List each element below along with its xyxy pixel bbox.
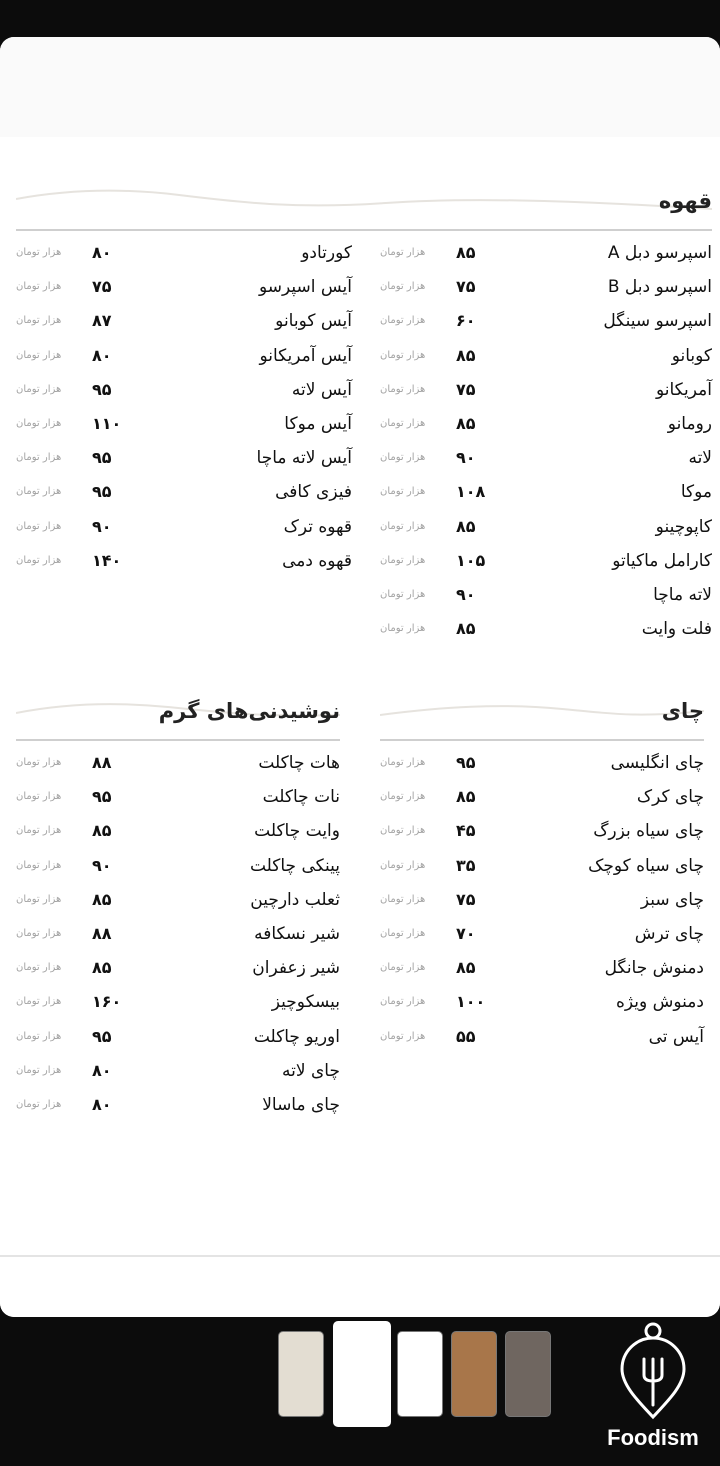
item-name: اسپرسو دبل A <box>607 243 712 263</box>
brand-logo[interactable] <box>598 1319 708 1459</box>
decorative-swash <box>380 697 704 727</box>
item-price: ۱۴۰ <box>92 550 122 570</box>
price-unit: هزار تومان <box>16 927 62 939</box>
price-unit: هزار تومان <box>380 486 426 498</box>
item-price: ۷۵ <box>456 379 476 399</box>
price-unit: هزار تومان <box>380 893 426 905</box>
section-divider <box>16 739 340 741</box>
item-price: ۱۰۰ <box>456 992 486 1012</box>
price-unit: هزار تومان <box>16 1030 62 1042</box>
item-price: ۸۵ <box>456 413 476 433</box>
price-unit: هزار تومان <box>16 962 62 974</box>
menu-item <box>16 988 340 1022</box>
item-name: ثعلب دارچین <box>250 889 340 910</box>
section-header <box>16 697 340 737</box>
item-name: آیس تی <box>648 1026 704 1047</box>
item-name: شیر زعفران <box>252 958 340 979</box>
price-unit: هزار تومان <box>16 383 62 395</box>
menu-item <box>380 581 712 615</box>
viewer-footer <box>0 1255 720 1317</box>
section-hot-drinks <box>16 697 340 1125</box>
section-divider <box>380 739 704 741</box>
price-unit: هزار تومان <box>16 281 62 293</box>
item-price: ۳۵ <box>456 855 476 875</box>
item-name: پینکی چاکلت <box>249 855 340 876</box>
item-price: ۱۰۸ <box>456 482 486 502</box>
gallery-thumbnail[interactable] <box>505 1331 551 1417</box>
menu-item <box>380 817 704 851</box>
item-name: شیر نسکافه <box>254 923 340 944</box>
price-unit: هزار تومان <box>380 520 426 532</box>
menu-item <box>16 817 340 851</box>
item-name: فلت وایت <box>641 619 712 640</box>
item-price: ۸۵ <box>456 619 476 639</box>
price-unit: هزار تومان <box>16 486 62 498</box>
item-name: چای انگلیسی <box>610 753 704 773</box>
price-unit: هزار تومان <box>380 757 426 768</box>
item-price: ۴۵ <box>456 821 476 841</box>
item-price: ۹۰ <box>92 516 112 536</box>
price-unit: هزار تومان <box>380 927 426 939</box>
menu-item <box>380 342 712 376</box>
item-price: ۹۰ <box>456 584 476 604</box>
item-name: لاته <box>688 448 712 469</box>
item-price: ۷۵ <box>456 889 476 909</box>
item-price: ۸۵ <box>456 516 476 536</box>
item-name: اسپرسو سینگل <box>603 311 712 332</box>
menu-viewer <box>0 37 720 1317</box>
menu-item <box>380 410 712 444</box>
price-unit: هزار تومان <box>380 349 426 361</box>
price-unit: هزار تومان <box>16 1064 62 1076</box>
menu-item <box>16 342 352 376</box>
item-name: آیس اسپرسو <box>258 277 352 298</box>
item-name: فیزی کافی <box>275 482 352 503</box>
item-price: ۸۵ <box>92 821 112 841</box>
price-unit: هزار تومان <box>380 417 426 429</box>
menu-item <box>16 1091 340 1125</box>
section-coffee <box>16 187 712 659</box>
menu-item <box>16 478 352 512</box>
tea-list <box>380 749 704 1057</box>
menu-item <box>16 783 340 817</box>
menu-item <box>16 886 340 920</box>
menu-item <box>380 886 704 920</box>
item-name: لاته ماچا <box>653 584 712 605</box>
item-price: ۸۰ <box>92 243 112 262</box>
item-name: نات چاکلت <box>262 787 340 808</box>
menu-item <box>16 444 352 478</box>
price-unit: هزار تومان <box>380 452 426 464</box>
item-name: موکا <box>680 482 712 503</box>
item-name: بیسکوچیز <box>271 992 340 1013</box>
price-unit: هزار تومان <box>380 996 426 1008</box>
item-price: ۸۵ <box>456 243 476 262</box>
price-unit: هزار تومان <box>380 825 426 837</box>
menu-item <box>380 988 704 1022</box>
menu-item <box>380 954 704 988</box>
price-unit: هزار تومان <box>16 893 62 905</box>
hot-drinks-list <box>16 749 340 1125</box>
price-unit: هزار تومان <box>16 1098 62 1110</box>
item-name: رومانو <box>667 413 712 434</box>
price-unit: هزار تومان <box>380 1030 426 1042</box>
item-name: آیس موکا <box>284 413 352 434</box>
item-name: کوبانو <box>671 345 712 366</box>
menu-item <box>16 410 352 444</box>
item-name: دمنوش جانگل <box>604 958 704 979</box>
price-unit: هزار تومان <box>380 247 426 258</box>
menu-item <box>380 783 704 817</box>
menu-item <box>380 444 712 478</box>
item-price: ۷۵ <box>92 277 112 297</box>
menu-item <box>16 1057 340 1091</box>
item-price: ۷۰ <box>456 923 476 943</box>
item-price: ۹۵ <box>456 753 476 772</box>
item-name: آیس لاته <box>291 379 352 400</box>
menu-item <box>16 547 352 581</box>
item-price: ۸۰ <box>92 1094 112 1114</box>
item-price: ۷۵ <box>456 277 476 297</box>
item-price: ۵۵ <box>456 1026 476 1046</box>
menu-item <box>380 920 704 954</box>
item-name: آیس آمریکانو <box>259 345 352 366</box>
item-price: ۱۰۵ <box>456 550 486 570</box>
item-price: ۸۵ <box>92 889 112 909</box>
menu-item <box>16 954 340 988</box>
item-name: قهوه ترک <box>283 516 352 537</box>
section-tea <box>380 697 704 1057</box>
item-name: کاپوچینو <box>655 516 712 537</box>
item-price: ۸۰ <box>92 1060 112 1080</box>
item-price: ۹۵ <box>92 379 112 399</box>
price-unit: هزار تومان <box>380 859 426 871</box>
price-unit: هزار تومان <box>380 281 426 293</box>
section-title: قهوه <box>658 189 712 213</box>
item-name: چای ماسالا <box>262 1094 340 1115</box>
item-name: قهوه دمی <box>282 550 352 571</box>
price-unit: هزار تومان <box>380 383 426 395</box>
item-price: ۹۰ <box>92 855 112 875</box>
price-unit: هزار تومان <box>16 452 62 464</box>
price-unit: هزار تومان <box>380 315 426 327</box>
price-unit: هزار تومان <box>16 349 62 361</box>
menu-item <box>380 1023 704 1057</box>
gallery-thumbnail[interactable] <box>397 1331 443 1417</box>
price-unit: هزار تومان <box>16 859 62 871</box>
menu-item <box>16 920 340 954</box>
item-price: ۸۵ <box>456 958 476 978</box>
fork-pin-icon <box>598 1319 708 1423</box>
price-unit: هزار تومان <box>380 588 426 600</box>
price-unit: هزار تومان <box>16 757 62 768</box>
menu-item <box>16 749 340 783</box>
menu-item <box>380 513 712 547</box>
menu-item <box>380 749 704 783</box>
item-price: ۹۵ <box>92 1026 112 1046</box>
price-unit: هزار تومان <box>380 554 426 566</box>
coffee-column-right <box>380 239 712 649</box>
menu-item <box>16 273 352 307</box>
price-unit: هزار تومان <box>16 315 62 327</box>
menu-item <box>380 376 712 410</box>
item-price: ۸۵ <box>92 958 112 978</box>
item-price: ۱۱۰ <box>92 413 122 433</box>
section-header <box>380 697 704 737</box>
gallery-thumbnail[interactable] <box>451 1331 497 1417</box>
item-price: ۸۵ <box>456 787 476 807</box>
price-unit: هزار تومان <box>16 247 62 258</box>
price-unit: هزار تومان <box>380 962 426 974</box>
item-price: ۹۵ <box>92 448 112 468</box>
price-unit: هزار تومان <box>16 554 62 566</box>
item-name: چای سیاه کوچک <box>588 855 704 876</box>
section-divider <box>16 229 712 231</box>
menu-item <box>16 852 340 886</box>
price-unit: هزار تومان <box>380 791 426 803</box>
item-name: هات چاکلت <box>258 753 340 773</box>
menu-item <box>16 307 352 341</box>
gallery-thumbnail[interactable] <box>278 1331 324 1417</box>
item-name: وایت چاکلت <box>254 821 340 842</box>
item-price: ۸۰ <box>92 345 112 365</box>
price-unit: هزار تومان <box>16 996 62 1008</box>
item-name: اسپرسو دبل B <box>607 277 712 298</box>
coffee-column-left <box>16 239 352 581</box>
menu-item <box>16 376 352 410</box>
item-name: چای سبز <box>640 889 704 910</box>
bottom-bar <box>0 1317 720 1466</box>
menu-page-image[interactable] <box>0 37 720 1255</box>
menu-item <box>380 547 712 581</box>
menu-item <box>380 239 712 273</box>
menu-item <box>380 615 712 649</box>
item-price: ۹۵ <box>92 482 112 502</box>
decorative-swash <box>16 187 712 217</box>
item-price: ۱۶۰ <box>92 992 122 1012</box>
item-name: دمنوش ویژه <box>616 992 704 1013</box>
item-price: ۸۵ <box>456 345 476 365</box>
price-unit: هزار تومان <box>16 825 62 837</box>
item-name: کارامل ماکیاتو <box>612 550 712 571</box>
item-name: اوریو چاکلت <box>253 1026 340 1047</box>
item-name: چای لاته <box>282 1060 340 1081</box>
price-unit: هزار تومان <box>16 417 62 429</box>
item-price: ۹۰ <box>456 448 476 468</box>
gallery-thumbnail[interactable] <box>333 1321 391 1427</box>
menu-item <box>16 239 352 273</box>
brand-name: Foodism <box>607 1425 699 1450</box>
section-header <box>16 187 712 227</box>
item-name: چای سیاه بزرگ <box>593 821 704 842</box>
item-name: چای کرک <box>636 787 704 808</box>
price-unit: هزار تومان <box>16 791 62 803</box>
menu-item <box>380 478 712 512</box>
price-unit: هزار تومان <box>380 623 426 635</box>
item-price: ۶۰ <box>456 311 476 331</box>
menu-item <box>380 273 712 307</box>
item-name: آمریکانو <box>655 379 712 400</box>
item-name: آیس کوبانو <box>275 311 352 332</box>
menu-item <box>380 852 704 886</box>
menu-item <box>16 513 352 547</box>
item-price: ۸۷ <box>92 311 112 331</box>
item-price: ۸۸ <box>92 923 112 943</box>
section-title: نوشیدنی‌های گرم <box>158 699 340 723</box>
menu-item <box>380 307 712 341</box>
section-title: چای <box>661 699 704 723</box>
item-name: چای ترش <box>634 923 704 944</box>
price-unit: هزار تومان <box>16 520 62 532</box>
item-name: آیس لاته ماچا <box>256 448 352 469</box>
item-price: ۹۵ <box>92 787 112 807</box>
menu-item <box>16 1023 340 1057</box>
item-price: ۸۸ <box>92 753 112 772</box>
item-name: کورتادو <box>301 243 352 263</box>
